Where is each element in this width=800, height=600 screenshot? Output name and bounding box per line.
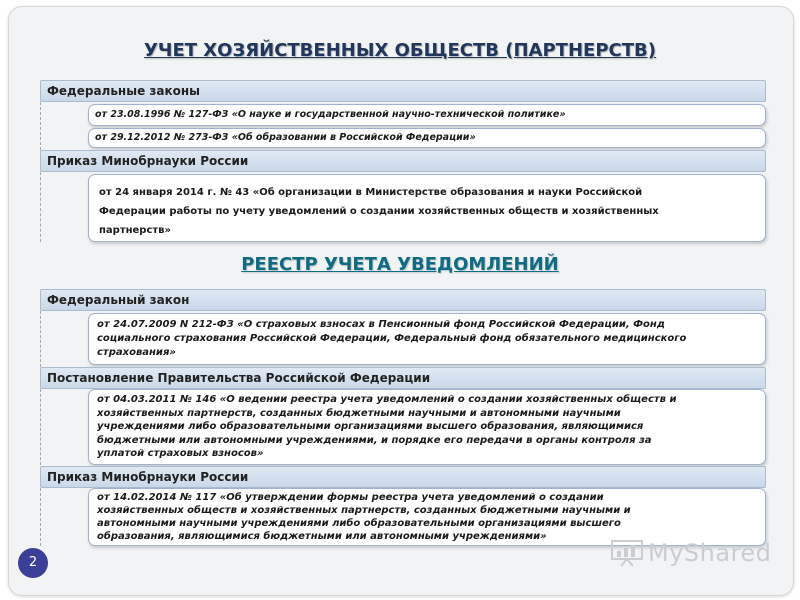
law-text-line: страхования» [97, 347, 176, 358]
decree-text-line: уплатой страховых взносов» [97, 448, 264, 459]
connector-line [40, 311, 41, 367]
order-text-line: Федерации работы по учету уведомлений о создании хозяйственных обществ и хозяйственных [99, 206, 659, 217]
law-text-line: от 24.07.2009 N 212-ФЗ «О страховых взносах в Пенсионный фонд Российской Федерации, Фонд [97, 319, 665, 330]
section-header-federal-law: Федеральный закон [40, 289, 766, 311]
law-item-212fz [88, 313, 766, 365]
order-text-line: автономными научными учреждениями либо образовательными организациями высшего [97, 518, 621, 529]
decree-text-line: бюджетными или автономными учреждениями, и порядке его передачи в органы контроля за [97, 434, 652, 446]
law-item-text: от 29.12.2012 № 273-ФЗ «Об образовании в Российской Федерации» [95, 132, 476, 143]
watermark-text: MyShared [648, 539, 772, 567]
connector-line [40, 488, 41, 546]
decree-text-line: учреждениями либо образовательными организациями высшего образования, являющимися [97, 421, 644, 432]
section-header-federal-laws: Федеральные законы [40, 80, 766, 102]
order-text-line: от 24 января 2014 г. № 43 «Об организации в Министерстве образования и науки Российской [99, 187, 643, 198]
order-text-line: от 14.02.2014 № 117 «Об утверждении формы реестра учета уведомлений о создании [97, 492, 604, 503]
law-item-273fz [88, 128, 766, 148]
order-text-line: партнерств» [99, 225, 171, 236]
section-header-order-117: Приказ Минобрнауки России [40, 466, 766, 488]
order-text-line: образования, являющимися бюджетными или автономными учреждениями» [97, 531, 547, 542]
decree-text-line: от 04.03.2011 № 146 «О ведении реестра учета уведомлений о создании хозяйственных обществ и [97, 394, 677, 405]
connector-line [40, 102, 41, 150]
connector-line [40, 172, 41, 242]
order-item-43 [88, 174, 766, 242]
law-item-text: от 23.08.1996 № 127-ФЗ «О науке и государственной научно-технической политике» [95, 109, 566, 120]
connector-line [40, 389, 41, 465]
law-text-line: социального страхования Российской Федерации, Федеральный фонд обязательного медицинского [97, 333, 687, 344]
section-title-registry: РЕЕСТР УЧЕТА УВЕДОМЛЕНИЙ [241, 254, 559, 275]
order-text-line: хозяйственных обществ и хозяйственных партнерств, созданных бюджетными научными и [97, 505, 631, 516]
section-header-government-decree: Постановление Правительства Российской Федерации [40, 367, 766, 389]
decree-item-146 [88, 389, 766, 465]
slide-title: УЧЕТ ХОЗЯЙСТВЕННЫХ ОБЩЕСТВ (ПАРТНЕРСТВ) [144, 40, 656, 61]
page-number-badge: 2 [18, 548, 48, 578]
decree-text-line: хозяйственных партнерств, созданных бюджетными научными и автономными научными [97, 407, 621, 419]
section-header-order-43: Приказ Минобрнауки России [40, 150, 766, 172]
presentation-icon [610, 539, 644, 567]
watermark [610, 538, 771, 568]
law-item-127fz [88, 104, 766, 126]
